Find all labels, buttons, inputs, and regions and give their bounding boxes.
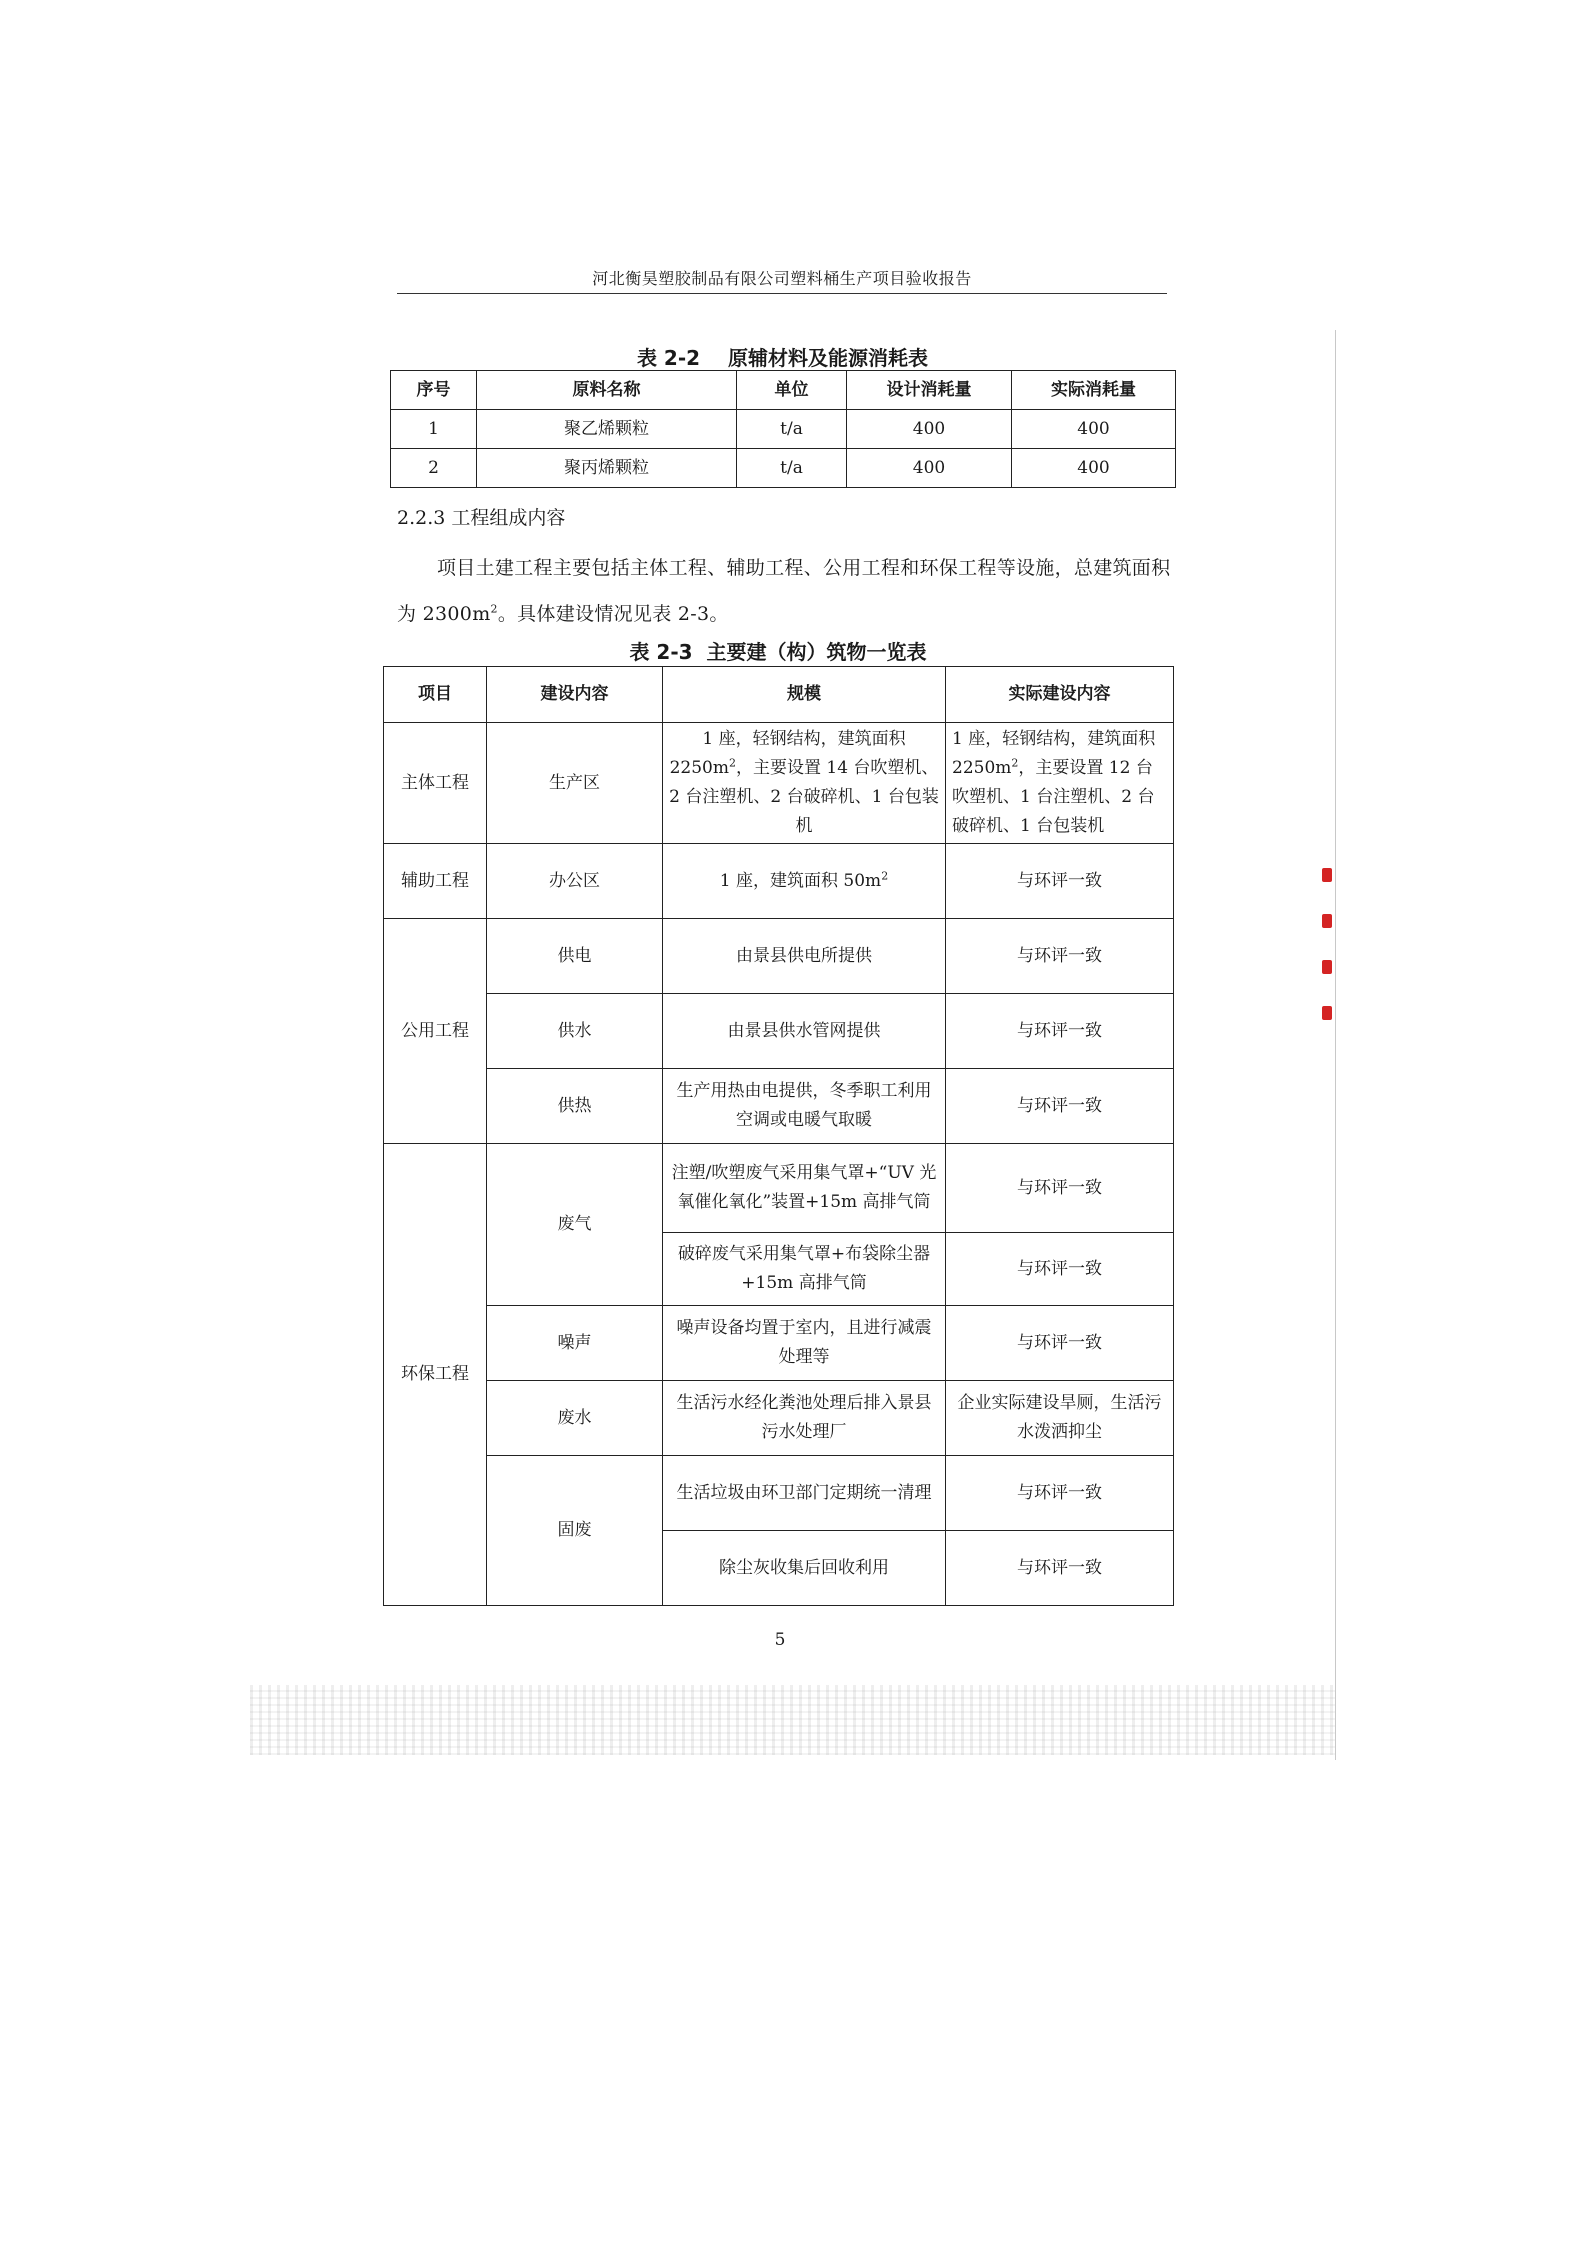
- table-cell: 供水: [487, 994, 663, 1069]
- paragraph-text-b: 。具体建设情况见表 2-3。: [497, 603, 729, 625]
- table-cell: 与环评一致: [946, 1456, 1174, 1531]
- table-cell: 由景县供电所提供: [663, 919, 946, 994]
- table-row: [384, 1144, 1174, 1233]
- table-row: [384, 1306, 1174, 1381]
- table-header-row: [384, 667, 1174, 723]
- table-cell: 400: [1012, 410, 1176, 449]
- section-paragraph: [397, 545, 1177, 637]
- cell-text-b: ，主要设置 12 台吹塑机、1 台注塑机、2 台破碎机、1 台包装机: [952, 758, 1155, 836]
- table-cell: 办公区: [487, 844, 663, 919]
- table-cell: 生产区: [487, 723, 663, 844]
- table-cell: 废气: [487, 1144, 663, 1306]
- raw-materials-table: [390, 370, 1176, 488]
- table-cell: 与环评一致: [946, 994, 1174, 1069]
- header-rule: [397, 293, 1167, 294]
- table-cell: 与环评一致: [946, 1144, 1174, 1233]
- table-cell: 与环评一致: [946, 1069, 1174, 1144]
- superscript: 2: [490, 602, 498, 616]
- table-cell: 400: [847, 410, 1012, 449]
- table-cell: 企业实际建设旱厕，生活污水泼洒抑尘: [946, 1381, 1174, 1456]
- table-cell: 聚丙烯颗粒: [477, 449, 737, 488]
- table-cell: 与环评一致: [946, 1531, 1174, 1606]
- section-heading: 2.2.3 工程组成内容: [397, 507, 566, 529]
- column-header: 规模: [663, 667, 946, 723]
- cell-text-b: ，主要设置 14 台吹塑机、2 台注塑机、2 台破碎机、1 台包装机: [669, 758, 939, 836]
- table-cell: t/a: [737, 410, 847, 449]
- table-cell: 生产用热由电提供，冬季职工利用空调或电暖气取暖: [663, 1069, 946, 1144]
- buildings-table: [383, 666, 1174, 1606]
- table-cell: 生活垃圾由环卫部门定期统一清理: [663, 1456, 946, 1531]
- table-cell: 主体工程: [384, 723, 487, 844]
- table-cell: 除尘灰收集后回收利用: [663, 1531, 946, 1606]
- table-cell: [946, 723, 1174, 844]
- column-header: 序号: [391, 371, 477, 410]
- table-cell: 与环评一致: [946, 919, 1174, 994]
- cell-text-a: 1 座，轻钢结构，建筑面积 2250m: [952, 729, 1156, 778]
- page-number: 5: [774, 1630, 786, 1650]
- table-row: [391, 449, 1176, 488]
- table-cell: 400: [847, 449, 1012, 488]
- column-header: 实际建设内容: [946, 667, 1174, 723]
- table-cell: 与环评一致: [946, 844, 1174, 919]
- table-row: [384, 994, 1174, 1069]
- superscript: 2: [881, 868, 889, 882]
- table-cell: 1: [391, 410, 477, 449]
- table-2-3-caption-title: 主要建（构）筑物一览表: [706, 640, 927, 664]
- table-cell: 与环评一致: [946, 1306, 1174, 1381]
- table-row: [384, 919, 1174, 994]
- table-cell: 公用工程: [384, 919, 487, 1144]
- scan-noise-band: [250, 1685, 1335, 1755]
- column-header: 实际消耗量: [1012, 371, 1176, 410]
- table-cell: 噪声: [487, 1306, 663, 1381]
- column-header: 单位: [737, 371, 847, 410]
- table-cell: 供热: [487, 1069, 663, 1144]
- seal-stamp-edge: [1322, 868, 1336, 1048]
- table-cell: 废水: [487, 1381, 663, 1456]
- table-row: [384, 1381, 1174, 1456]
- table-cell: 供电: [487, 919, 663, 994]
- column-header: 建设内容: [487, 667, 663, 723]
- column-header: 项目: [384, 667, 487, 723]
- report-header-title: 河北衡昊塑胶制品有限公司塑料桶生产项目验收报告: [592, 269, 972, 288]
- table-row: [384, 1456, 1174, 1531]
- cell-text-a: 1 座，轻钢结构，建筑面积 2250m: [669, 729, 906, 778]
- cell-text-a: 1 座，建筑面积 50m: [719, 870, 882, 891]
- table-2-2-caption: [390, 342, 1175, 371]
- superscript: 2: [728, 756, 736, 770]
- table-cell: [663, 723, 946, 844]
- table-row: [384, 723, 1174, 844]
- table-2-2-caption-title: 原辅材料及能源消耗表: [728, 346, 929, 370]
- table-2-2-caption-number: 表 2-2: [636, 346, 701, 370]
- table-row: [384, 1069, 1174, 1144]
- table-cell: [663, 844, 946, 919]
- table-cell: 生活污水经化粪池处理后排入景县污水处理厂: [663, 1381, 946, 1456]
- table-2-3-caption-number: 表 2-3: [629, 640, 693, 664]
- table-row: [391, 410, 1176, 449]
- table-cell: 噪声设备均置于室内，且进行减震处理等: [663, 1306, 946, 1381]
- table-cell: 固废: [487, 1456, 663, 1606]
- table-row: [384, 844, 1174, 919]
- table-cell: t/a: [737, 449, 847, 488]
- table-2-3-caption: [383, 636, 1173, 665]
- table-cell: 2: [391, 449, 477, 488]
- table-cell: 与环评一致: [946, 1233, 1174, 1306]
- paragraph-text-a: 项目土建工程主要包括主体工程、辅助工程、公用工程和环保工程等设施，总建筑面积为 2300m: [397, 557, 1171, 625]
- table-cell: 聚乙烯颗粒: [477, 410, 737, 449]
- column-header: 设计消耗量: [847, 371, 1012, 410]
- table-cell: 环保工程: [384, 1144, 487, 1606]
- column-header: 原料名称: [477, 371, 737, 410]
- table-cell: 注塑/吹塑废气采用集气罩+“UV 光氧催化氧化”装置+15m 高排气筒: [663, 1144, 946, 1233]
- table-cell: 辅助工程: [384, 844, 487, 919]
- superscript: 2: [1011, 756, 1019, 770]
- table-cell: 由景县供水管网提供: [663, 994, 946, 1069]
- table-cell: 400: [1012, 449, 1176, 488]
- table-header-row: [391, 371, 1176, 410]
- table-cell: 破碎废气采用集气罩+布袋除尘器+15m 高排气筒: [663, 1233, 946, 1306]
